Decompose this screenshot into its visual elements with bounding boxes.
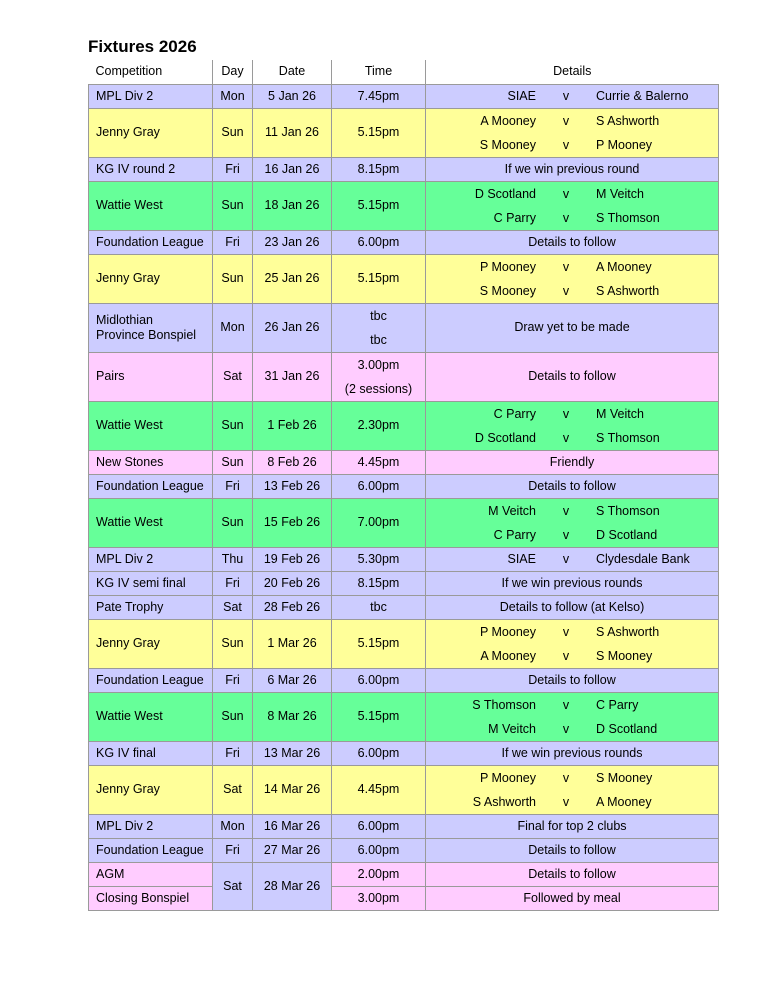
date-cell: 16 Mar 26 — [253, 814, 332, 838]
date-cell: 18 Jan 26 — [253, 181, 332, 230]
table-row — [89, 157, 719, 181]
table-row — [89, 619, 719, 668]
competition-cell: Pairs — [89, 352, 213, 401]
table-row — [89, 498, 719, 547]
time-cell: tbc — [332, 595, 426, 619]
header-competition: Competition — [89, 60, 213, 84]
details-cell: Draw yet to be made — [426, 303, 719, 352]
away-team: Currie & Balerno — [596, 88, 689, 103]
day-cell: Sun — [213, 450, 253, 474]
details-cell: Details to follow — [426, 352, 719, 401]
home-team: SIAE — [507, 551, 536, 566]
details-cell: Final for top 2 clubs — [426, 814, 719, 838]
day-cell: Fri — [213, 838, 253, 862]
competition-line: Province Bonspiel — [96, 327, 197, 342]
competition-cell: Foundation League — [89, 838, 213, 862]
table-row — [89, 303, 719, 352]
versus: v — [562, 430, 570, 445]
time-cell: 6.00pm — [332, 838, 426, 862]
time-cell: 2.00pm — [332, 862, 426, 886]
day-cell: Fri — [213, 474, 253, 498]
time-cell: 2.30pm — [332, 401, 426, 450]
day-cell: Fri — [213, 741, 253, 765]
details-cell — [426, 84, 719, 108]
versus: v — [562, 527, 570, 542]
time-cell: 5.15pm — [332, 108, 426, 157]
header-time: Time — [332, 60, 426, 84]
table-row — [89, 862, 719, 886]
competition-cell: Foundation League — [89, 668, 213, 692]
away-team: Clydesdale Bank — [596, 551, 690, 566]
time-cell: 6.00pm — [332, 814, 426, 838]
competition-cell: Jenny Gray — [89, 765, 213, 814]
day-cell: Mon — [213, 303, 253, 352]
table-row — [89, 595, 719, 619]
away-team: S Ashworth — [596, 283, 660, 298]
home-team: D Scotland — [474, 186, 536, 201]
away-team: S Ashworth — [596, 113, 660, 128]
table-row — [89, 571, 719, 595]
time-cell: 5.15pm — [332, 619, 426, 668]
date-cell: 26 Jan 26 — [253, 303, 332, 352]
details-cell — [426, 692, 719, 741]
time-cell: 4.45pm — [332, 765, 426, 814]
competition-cell: MPL Div 2 — [89, 547, 213, 571]
versus: v — [562, 794, 570, 809]
competition-cell: Pate Trophy — [89, 595, 213, 619]
time-cell: 6.00pm — [332, 230, 426, 254]
time-cell: 6.00pm — [332, 474, 426, 498]
competition-cell: Jenny Gray — [89, 108, 213, 157]
day-cell: Sun — [213, 498, 253, 547]
away-team: S Ashworth — [596, 624, 660, 639]
away-team: C Parry — [596, 697, 639, 712]
date-cell: 15 Feb 26 — [253, 498, 332, 547]
table-row — [89, 547, 719, 571]
versus: v — [562, 503, 570, 518]
day-cell: Fri — [213, 668, 253, 692]
versus: v — [562, 697, 570, 712]
details-cell — [426, 181, 719, 230]
home-team: S Ashworth — [472, 794, 536, 809]
time-line: 3.00pm — [357, 357, 400, 372]
versus: v — [562, 88, 570, 103]
table-row — [89, 886, 719, 910]
time-cell: 4.45pm — [332, 450, 426, 474]
competition-cell: Jenny Gray — [89, 254, 213, 303]
day-cell: Sat — [213, 862, 253, 910]
details-cell: Friendly — [426, 450, 719, 474]
table-row — [89, 765, 719, 814]
away-team: S Thomson — [596, 210, 660, 225]
away-team: S Mooney — [596, 770, 653, 785]
versus: v — [562, 624, 570, 639]
date-cell: 20 Feb 26 — [253, 571, 332, 595]
details-cell — [426, 547, 719, 571]
table-row — [89, 692, 719, 741]
details-cell: If we win previous rounds — [426, 741, 719, 765]
date-cell: 23 Jan 26 — [253, 230, 332, 254]
home-team: C Parry — [493, 210, 536, 225]
versus: v — [562, 551, 570, 566]
date-cell: 16 Jan 26 — [253, 157, 332, 181]
home-team: C Parry — [493, 406, 536, 421]
competition-cell: KG IV final — [89, 741, 213, 765]
date-cell: 25 Jan 26 — [253, 254, 332, 303]
details-cell — [426, 108, 719, 157]
home-team: S Thomson — [472, 697, 536, 712]
versus: v — [562, 283, 570, 298]
header-details: Details — [426, 60, 719, 84]
details-cell — [426, 619, 719, 668]
details-cell: Details to follow (at Kelso) — [426, 595, 719, 619]
page-title: Fixtures 2026 — [88, 37, 197, 56]
date-cell: 1 Mar 26 — [253, 619, 332, 668]
competition-cell: Closing Bonspiel — [89, 886, 213, 910]
details-cell: Details to follow — [426, 862, 719, 886]
time-cell: 5.15pm — [332, 181, 426, 230]
versus: v — [562, 648, 570, 663]
competition-cell: AGM — [89, 862, 213, 886]
date-cell: 1 Feb 26 — [253, 401, 332, 450]
date-cell: 5 Jan 26 — [253, 84, 332, 108]
table-row — [89, 474, 719, 498]
home-team: C Parry — [493, 527, 536, 542]
home-team: P Mooney — [479, 624, 536, 639]
date-cell: 27 Mar 26 — [253, 838, 332, 862]
competition-cell: Foundation League — [89, 230, 213, 254]
time-cell: 5.15pm — [332, 692, 426, 741]
time-cell — [332, 352, 426, 401]
date-cell: 8 Feb 26 — [253, 450, 332, 474]
date-cell: 19 Feb 26 — [253, 547, 332, 571]
home-team: M Veitch — [488, 503, 536, 518]
competition-cell: Wattie West — [89, 498, 213, 547]
competition-cell: MPL Div 2 — [89, 814, 213, 838]
details-cell: Followed by meal — [426, 886, 719, 910]
table-row — [89, 181, 719, 230]
date-cell: 31 Jan 26 — [253, 352, 332, 401]
time-cell — [332, 303, 426, 352]
versus: v — [562, 721, 570, 736]
day-cell: Mon — [213, 84, 253, 108]
day-cell: Sun — [213, 254, 253, 303]
date-cell: 28 Feb 26 — [253, 595, 332, 619]
table-row — [89, 352, 719, 401]
time-line: (2 sessions) — [344, 381, 413, 396]
details-cell — [426, 254, 719, 303]
versus: v — [562, 406, 570, 421]
details-cell — [426, 401, 719, 450]
date-cell: 13 Mar 26 — [253, 741, 332, 765]
away-team: A Mooney — [596, 794, 652, 809]
time-line: tbc — [370, 308, 387, 323]
time-line: tbc — [370, 332, 387, 347]
away-team: S Thomson — [596, 503, 660, 518]
date-cell: 28 Mar 26 — [253, 862, 332, 910]
details-cell: If we win previous rounds — [426, 571, 719, 595]
home-team: M Veitch — [488, 721, 536, 736]
home-team: A Mooney — [480, 648, 536, 663]
day-cell: Sat — [213, 765, 253, 814]
table-row — [89, 741, 719, 765]
home-team: S Mooney — [479, 137, 536, 152]
details-cell: Details to follow — [426, 668, 719, 692]
day-cell: Sun — [213, 619, 253, 668]
away-team: M Veitch — [596, 406, 644, 421]
date-cell: 14 Mar 26 — [253, 765, 332, 814]
details-cell: Details to follow — [426, 838, 719, 862]
away-team: M Veitch — [596, 186, 644, 201]
away-team: S Mooney — [596, 648, 653, 663]
day-cell: Fri — [213, 157, 253, 181]
table-row — [89, 108, 719, 157]
competition-cell: KG IV semi final — [89, 571, 213, 595]
competition-cell: Jenny Gray — [89, 619, 213, 668]
day-cell: Sat — [213, 595, 253, 619]
details-cell: Details to follow — [426, 230, 719, 254]
table-row — [89, 668, 719, 692]
table-row — [89, 401, 719, 450]
versus: v — [562, 770, 570, 785]
details-cell: Details to follow — [426, 474, 719, 498]
time-cell: 7.45pm — [332, 84, 426, 108]
competition-cell: MPL Div 2 — [89, 84, 213, 108]
home-team: P Mooney — [479, 770, 536, 785]
details-cell — [426, 498, 719, 547]
details-cell: If we win previous round — [426, 157, 719, 181]
home-team: D Scotland — [474, 430, 536, 445]
day-cell: Fri — [213, 571, 253, 595]
fixtures-table — [88, 60, 719, 911]
away-team: P Mooney — [596, 137, 653, 152]
competition-cell — [89, 303, 213, 352]
time-cell: 8.15pm — [332, 157, 426, 181]
header-row — [89, 60, 719, 84]
table-row — [89, 84, 719, 108]
day-cell: Sun — [213, 181, 253, 230]
away-team: S Thomson — [596, 430, 660, 445]
home-team: SIAE — [507, 88, 536, 103]
home-team: P Mooney — [479, 259, 536, 274]
time-cell: 5.30pm — [332, 547, 426, 571]
competition-line: Midlothian — [96, 312, 153, 327]
competition-cell: KG IV round 2 — [89, 157, 213, 181]
time-cell: 3.00pm — [332, 886, 426, 910]
time-cell: 5.15pm — [332, 254, 426, 303]
away-team: A Mooney — [596, 259, 652, 274]
competition-cell: Wattie West — [89, 181, 213, 230]
header-day: Day — [213, 60, 253, 84]
table-row — [89, 450, 719, 474]
time-cell: 7.00pm — [332, 498, 426, 547]
table-row — [89, 814, 719, 838]
day-cell: Thu — [213, 547, 253, 571]
date-cell: 6 Mar 26 — [253, 668, 332, 692]
versus: v — [562, 137, 570, 152]
day-cell: Sun — [213, 692, 253, 741]
table-row — [89, 838, 719, 862]
away-team: D Scotland — [596, 527, 658, 542]
versus: v — [562, 186, 570, 201]
details-cell — [426, 765, 719, 814]
home-team: A Mooney — [480, 113, 536, 128]
competition-cell: Foundation League — [89, 474, 213, 498]
date-cell: 11 Jan 26 — [253, 108, 332, 157]
date-cell: 8 Mar 26 — [253, 692, 332, 741]
table-row — [89, 230, 719, 254]
competition-cell: Wattie West — [89, 401, 213, 450]
day-cell: Mon — [213, 814, 253, 838]
time-cell: 8.15pm — [332, 571, 426, 595]
away-team: D Scotland — [596, 721, 658, 736]
competition-cell: New Stones — [89, 450, 213, 474]
versus: v — [562, 259, 570, 274]
time-cell: 6.00pm — [332, 741, 426, 765]
table-row — [89, 254, 719, 303]
versus: v — [562, 210, 570, 225]
time-cell: 6.00pm — [332, 668, 426, 692]
versus: v — [562, 113, 570, 128]
competition-cell: Wattie West — [89, 692, 213, 741]
day-cell: Sun — [213, 108, 253, 157]
day-cell: Sun — [213, 401, 253, 450]
day-cell: Fri — [213, 230, 253, 254]
date-cell: 13 Feb 26 — [253, 474, 332, 498]
home-team: S Mooney — [479, 283, 536, 298]
day-cell: Sat — [213, 352, 253, 401]
header-date: Date — [253, 60, 332, 84]
